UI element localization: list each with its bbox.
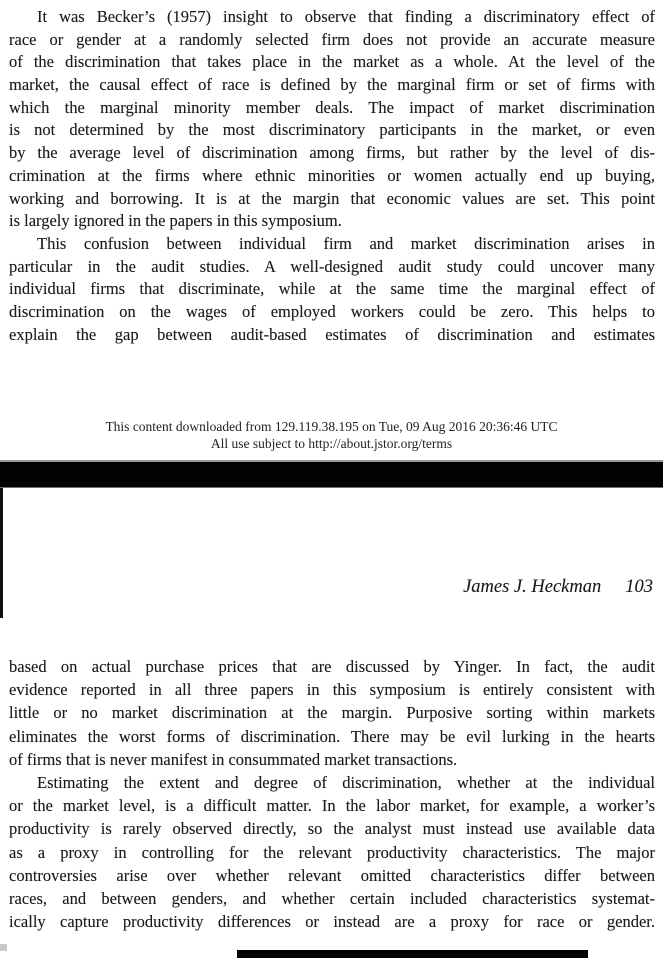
- text-line: productivity is rarely observed directly, so the analyst must instead use available data: [9, 819, 655, 839]
- running-header: [463, 577, 653, 598]
- text-line: controversies arise over whether relevant omitted characteristics differ between: [9, 865, 655, 885]
- text-line: little or no market discrimination at the margin. Purposive sorting within markets: [9, 703, 655, 723]
- text-line: is not determined by the most discriminatory participants in the market, or even: [9, 120, 655, 140]
- page-separator-bar: [0, 460, 663, 488]
- text-line: particular in the audit studies. A well-designed audit study could uncover many: [9, 256, 655, 276]
- text-line: based on actual purchase prices that are discussed by Yinger. In fact, the audit: [9, 657, 655, 676]
- text-line: explain the gap between audit-based estimates of discrimination and estimates: [9, 324, 655, 344]
- text-line: of the discrimination that takes place in the market as a whole. At the level of the: [9, 52, 655, 72]
- text-line: market, the causal effect of race is defined by the marginal firm or set of firms with: [9, 75, 655, 95]
- text-line: discrimination on the wages of employed workers could be zero. This helps to: [9, 301, 655, 321]
- page-edge-strip: [0, 488, 3, 618]
- scan-artifact: [0, 944, 7, 951]
- text-line: It was Becker’s (1957) insight to observe that finding a discriminatory effect of: [37, 7, 655, 26]
- text-line: by the average level of discrimination among firms, but rather by the level of dis-: [9, 143, 655, 163]
- text-line: race or gender at a randomly selected firm does not provide an accurate measure: [9, 29, 655, 49]
- text-line: This confusion between individual firm and market discrimination arises in: [37, 233, 655, 253]
- page-bottom-text: [9, 655, 655, 933]
- text-line: individual firms that discriminate, while at the same time the marginal effect of: [9, 279, 655, 299]
- text-line: evidence reported in all three papers in this symposium is entirely consistent with: [9, 680, 655, 700]
- text-line: which the marginal minority member deals. The impact of market discrimination: [9, 97, 655, 117]
- jstor-download-notice: [0, 419, 663, 452]
- text-line: as a proxy in controlling for the relevant productivity characteristics. The major: [9, 842, 655, 862]
- page-number: 103: [625, 577, 653, 597]
- paragraph: [9, 655, 655, 771]
- paragraph: [9, 6, 655, 233]
- text-line: working and borrowing. It is at the margin that economic values are set. This point: [9, 188, 655, 208]
- text-line: is largely ignored in the papers in this symposium.: [9, 211, 342, 231]
- text-line: of firms that is never manifest in consummated market transactions.: [9, 749, 458, 769]
- text-line: Estimating the extent and degree of discrimination, whether at the individual: [37, 772, 655, 792]
- text-line: races, and between genders, and whether certain included characteristics systemat-: [9, 888, 655, 908]
- jstor-notice-line2: All use subject to http://about.jstor.org/terms: [210, 435, 453, 451]
- text-line: crimination at the firms where ethnic minorities or women actually end up buying,: [9, 165, 655, 185]
- text-line: or the market level, is a difficult matter. In the labor market, for example, a worker’s: [9, 796, 655, 816]
- paragraph: [9, 233, 655, 346]
- text-line: eliminates the worst forms of discrimination. There may be evil lurking in the hearts: [9, 726, 655, 746]
- paragraph: [9, 771, 655, 933]
- page-top-text: [9, 6, 655, 346]
- text-line: ically capture productivity differences or instead are a proxy for race or gender.: [9, 912, 655, 932]
- author-name: James J. Heckman: [463, 577, 602, 597]
- jstor-notice-line1: This content downloaded from 129.119.38.195 on Tue, 09 Aug 2016 20:36:46 UTC: [105, 419, 558, 434]
- bottom-separator-bar: [237, 950, 588, 958]
